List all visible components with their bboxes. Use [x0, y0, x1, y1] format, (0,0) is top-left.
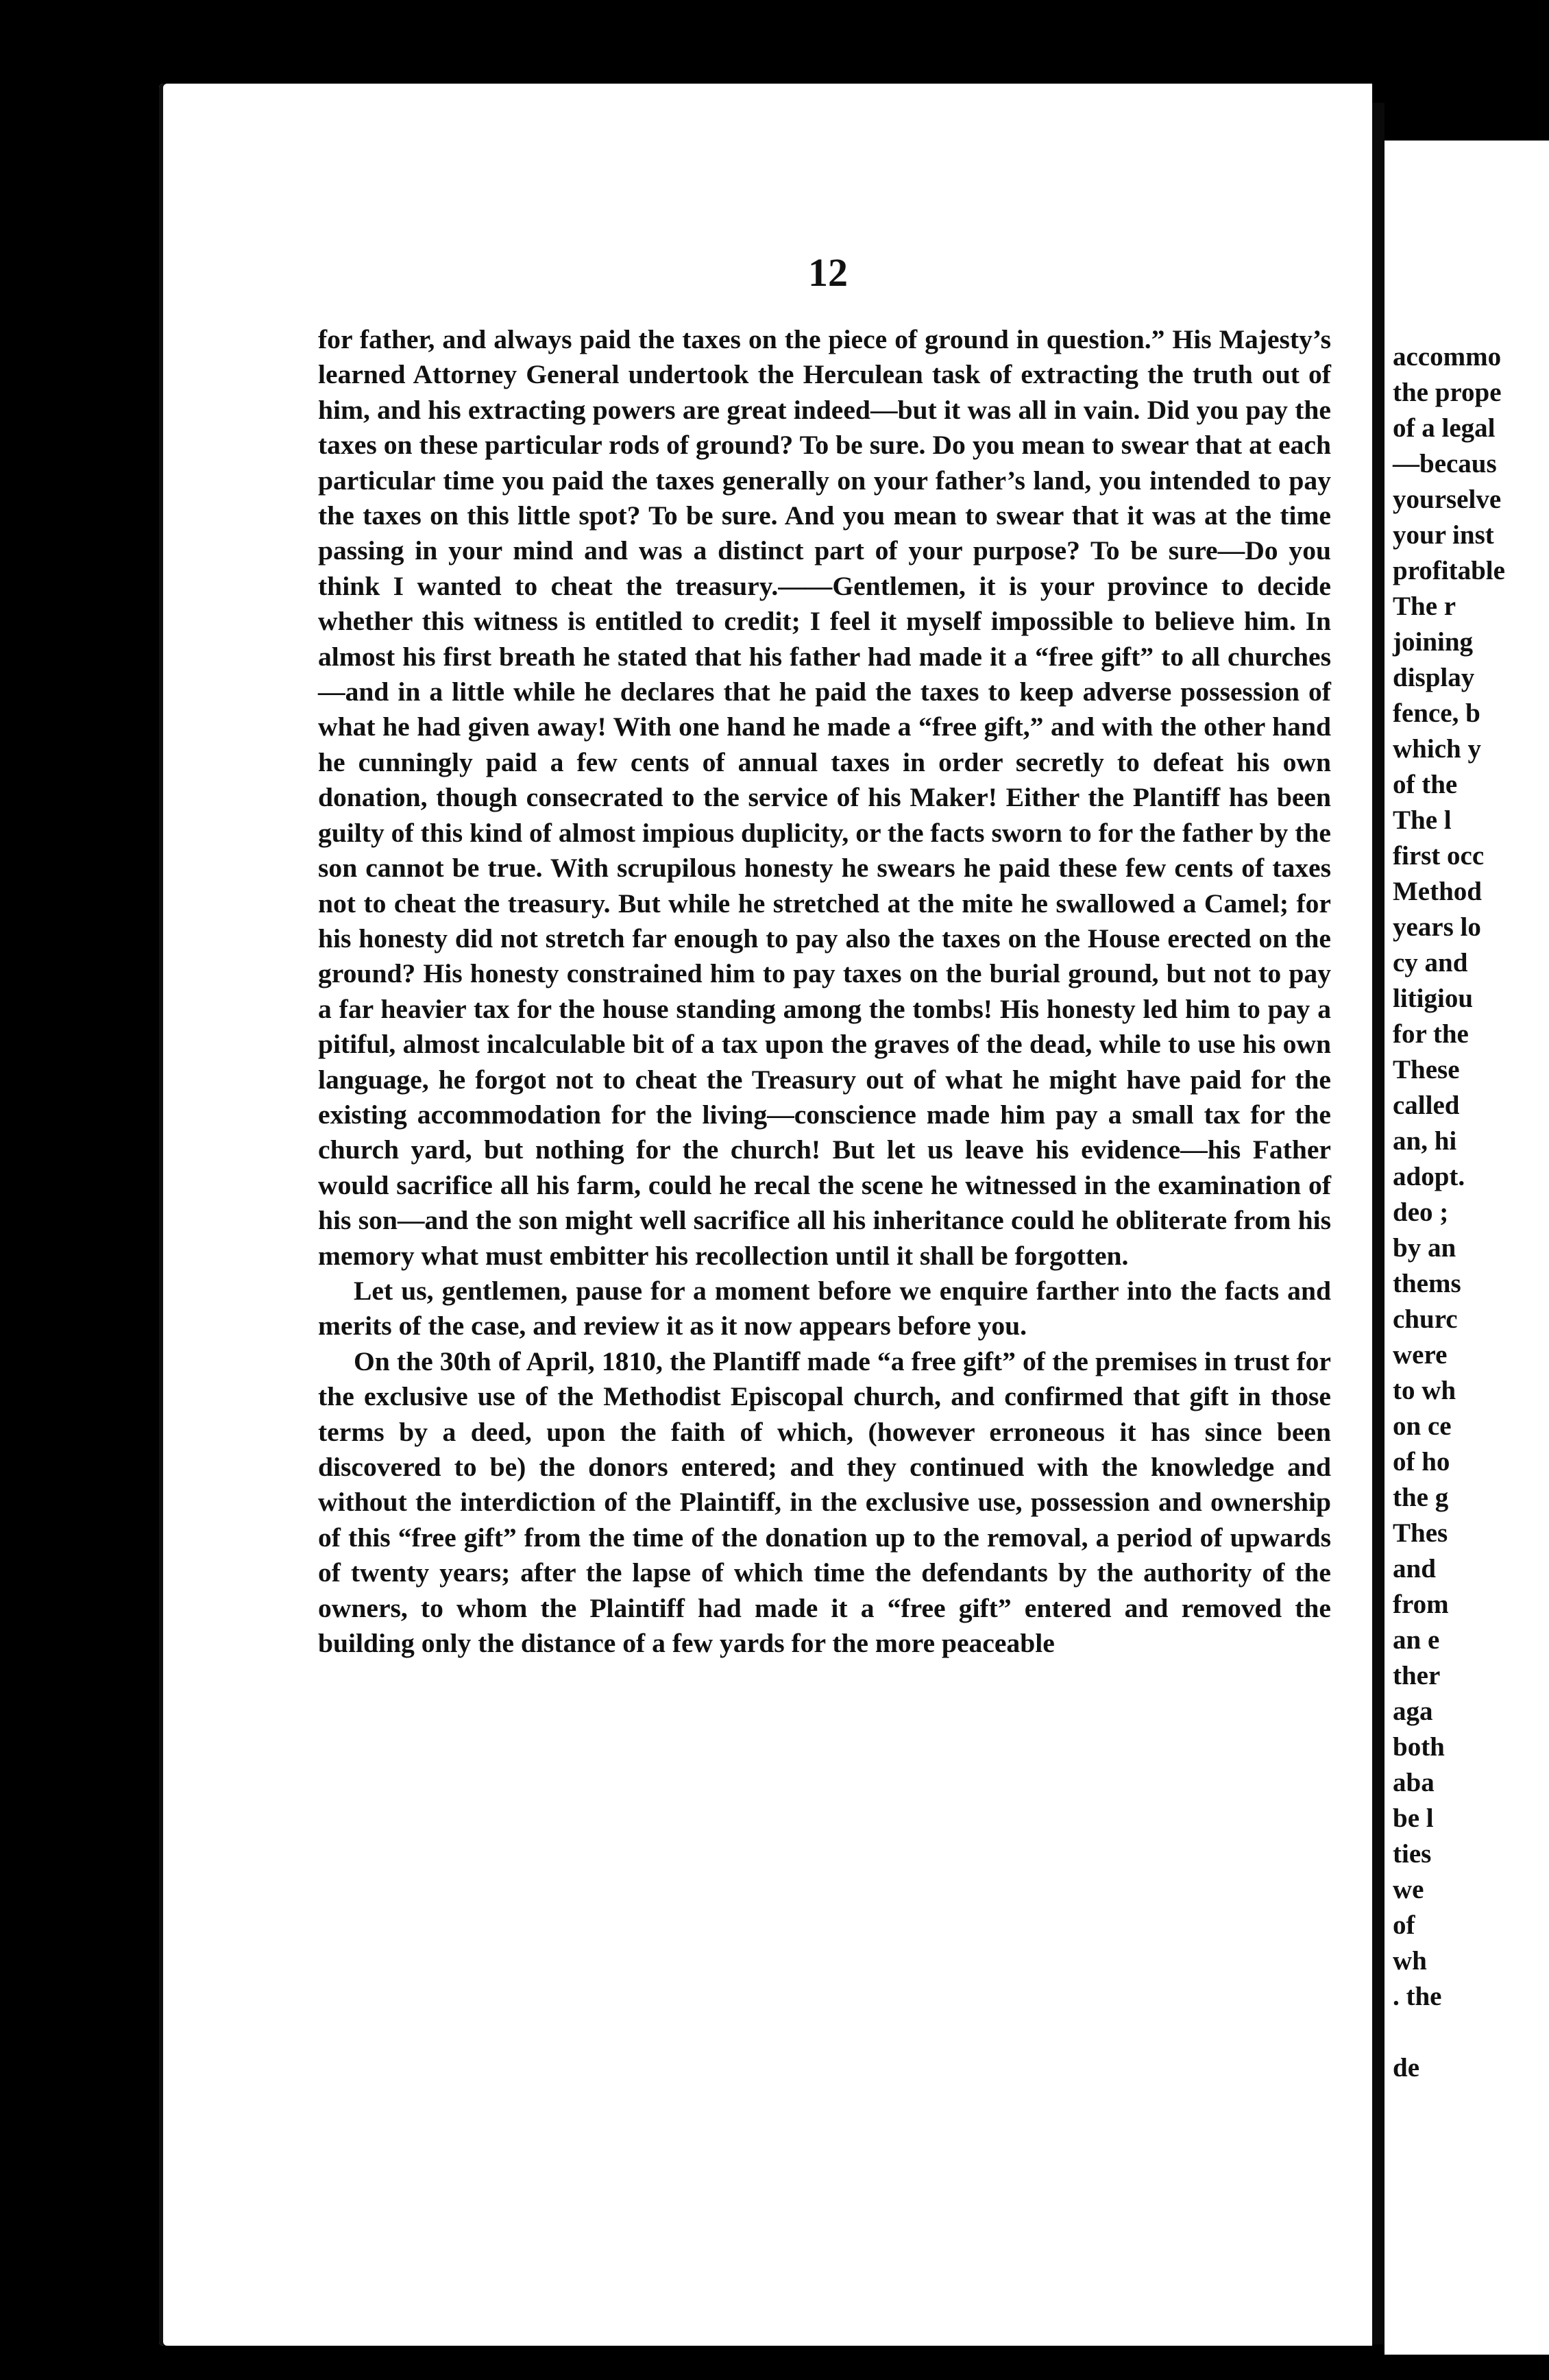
right-page-line: joining: [1393, 627, 1474, 657]
right-page-line: years lo: [1393, 912, 1481, 942]
right-page-line: an, hi: [1393, 1126, 1457, 1156]
right-page-line: ties: [1393, 1839, 1432, 1869]
right-page-line: the g: [1393, 1483, 1449, 1512]
right-page-line: aga: [1393, 1697, 1433, 1726]
right-page-line: yourselve: [1393, 485, 1502, 514]
right-page-line: by an: [1393, 1233, 1456, 1263]
right-page-line: litigiou: [1393, 984, 1474, 1013]
right-page-line: —becaus: [1393, 449, 1497, 478]
right-page-line: first occ: [1393, 841, 1485, 871]
right-page-line: profitable: [1393, 556, 1505, 585]
right-page-line: . the: [1393, 1982, 1442, 2011]
right-page-line: called: [1393, 1091, 1460, 1120]
paragraph: On the 30th of April, 1810, the Plantiff made “a free gift” of the premises in trust for the exclusive use of the Methodist Episcopal church, and confirmed that gift in those terms by a deed, upon the faith of which, (however erroneous it has since been discovered to be) the donors entered; and they continued with the knowledge and without the interdiction of the Plaintiff, in the exclusive use, possession and ownership of this “free gift” from the time of the donation up to the removal, a period of upwards of twenty years; after the lapse of which time the defendants by the authority of the owners, to whom the Plaintiff had made it a “free gift” entered and removed the building only the distance of a few yards for the more peaceable: [318, 1346, 1331, 1659]
right-page-line: churc: [1393, 1304, 1458, 1334]
right-page-line: of: [1393, 1910, 1415, 1940]
book-spine: [1372, 103, 1385, 2344]
right-page-line: ther: [1393, 1661, 1441, 1690]
right-page-text: [1393, 339, 1549, 2086]
right-page-line: be l: [1393, 1804, 1434, 1833]
right-page-line: fence, b: [1393, 699, 1480, 728]
right-page-line: were: [1393, 1340, 1448, 1370]
right-page-line: [1393, 2015, 1549, 2050]
right-page: [1385, 141, 1549, 2355]
right-page-line: de: [1393, 2053, 1419, 2082]
right-page-line: an e: [1393, 1625, 1440, 1655]
right-page-line: Method: [1393, 877, 1482, 906]
right-page-line: The r: [1393, 592, 1456, 621]
right-page-line: both: [1393, 1732, 1445, 1762]
paragraph: for father, and always paid the taxes on the piece of ground in question.” His Majesty’s learned Attorney General undertook the Herculean task of extracting the truth out of him, and his extracting powers are great indeed—but it was all in vain. Did you pay the taxes on these particular rods of ground? To be sure. Do you mean to swear that at each particular time you paid the taxes generally on your father’s land, you intended to pay the taxes on this little spot? To be sure. And you mean to swear that it was at the time passing in your mind and was a distinct part of your purpose? To be sure—Do you think I wanted to cheat the treasury.——Gentlemen, it is your province to decide whether this witness is entitled to credit; I feel it myself impossible to believe him. In almost his first breath he stated that his father had made it a “free gift” to all churches—and in a little while he declares that he paid the taxes to keep adverse possession of what he had given away! With one hand he made a “free gift,” and with the other hand he cunningly paid a few cents of annual taxes in order secretly to defeat his own donation, though consecrated to the service of his Maker! Either the Plantiff has been guilty of this kind of almost impious duplicity, or the facts sworn to for the father by the son cannot be true. With scrupilous honesty he swears he paid these few cents of taxes not to cheat the treasury. But while he stretched at the mite he swallowed a Camel; for his honesty did not stretch far enough to pay also the taxes on the House erected on the ground? His honesty constrained him to pay taxes on the burial ground, but not to pay a far heavier tax for the house standing among the tombs! His honesty led him to pay a pitiful, almost incalculable bit of a tax upon the graves of the dead, while to use his own language, he forgot not to cheat the Treasury out of what he might have paid for the existing accommodation for the living—conscience made him pay a small tax for the church yard, but nothing for the church! But let us leave his evidence—his Father would sacrifice all his farm, could he recal the scene he witnessed in the examination of his son—and the son might well sacrifice all his inheritance could he obliterate from his memory what must embitter his recollection until it shall be forgotten.: [318, 324, 1331, 1271]
paragraph: Let us, gentlemen, pause for a moment before we enquire farther into the facts and merits of the case, and review it as it now appears before you.: [318, 1275, 1331, 1341]
right-page-line: display: [1393, 663, 1475, 692]
right-page-line: for the: [1393, 1019, 1469, 1049]
right-page-line: adopt.: [1393, 1162, 1465, 1191]
page-number: 12: [808, 250, 848, 295]
right-page-line: to wh: [1393, 1376, 1456, 1405]
right-page-line: which y: [1393, 734, 1481, 764]
right-page-line: accommo: [1393, 342, 1502, 372]
right-page-line: of a legal: [1393, 413, 1496, 443]
right-page-line: and: [1393, 1554, 1436, 1583]
right-page-line: from: [1393, 1590, 1449, 1619]
right-page-line: the prope: [1393, 378, 1502, 407]
page-body: [318, 322, 1331, 1661]
right-page-line: on ce: [1393, 1411, 1452, 1441]
right-page-line: The l: [1393, 805, 1452, 835]
right-page-line: These: [1393, 1055, 1460, 1084]
right-page-line: of ho: [1393, 1447, 1450, 1477]
right-page-line: your inst: [1393, 520, 1494, 550]
right-page-line: we: [1393, 1875, 1424, 1904]
right-page-line: cy and: [1393, 948, 1468, 977]
right-page-line: deo ;: [1393, 1198, 1449, 1227]
right-page-line: wh: [1393, 1946, 1427, 1976]
right-page-line: of the: [1393, 770, 1458, 799]
right-page-line: Thes: [1393, 1518, 1448, 1548]
right-page-line: thems: [1393, 1269, 1461, 1298]
right-page-line: aba: [1393, 1768, 1435, 1797]
